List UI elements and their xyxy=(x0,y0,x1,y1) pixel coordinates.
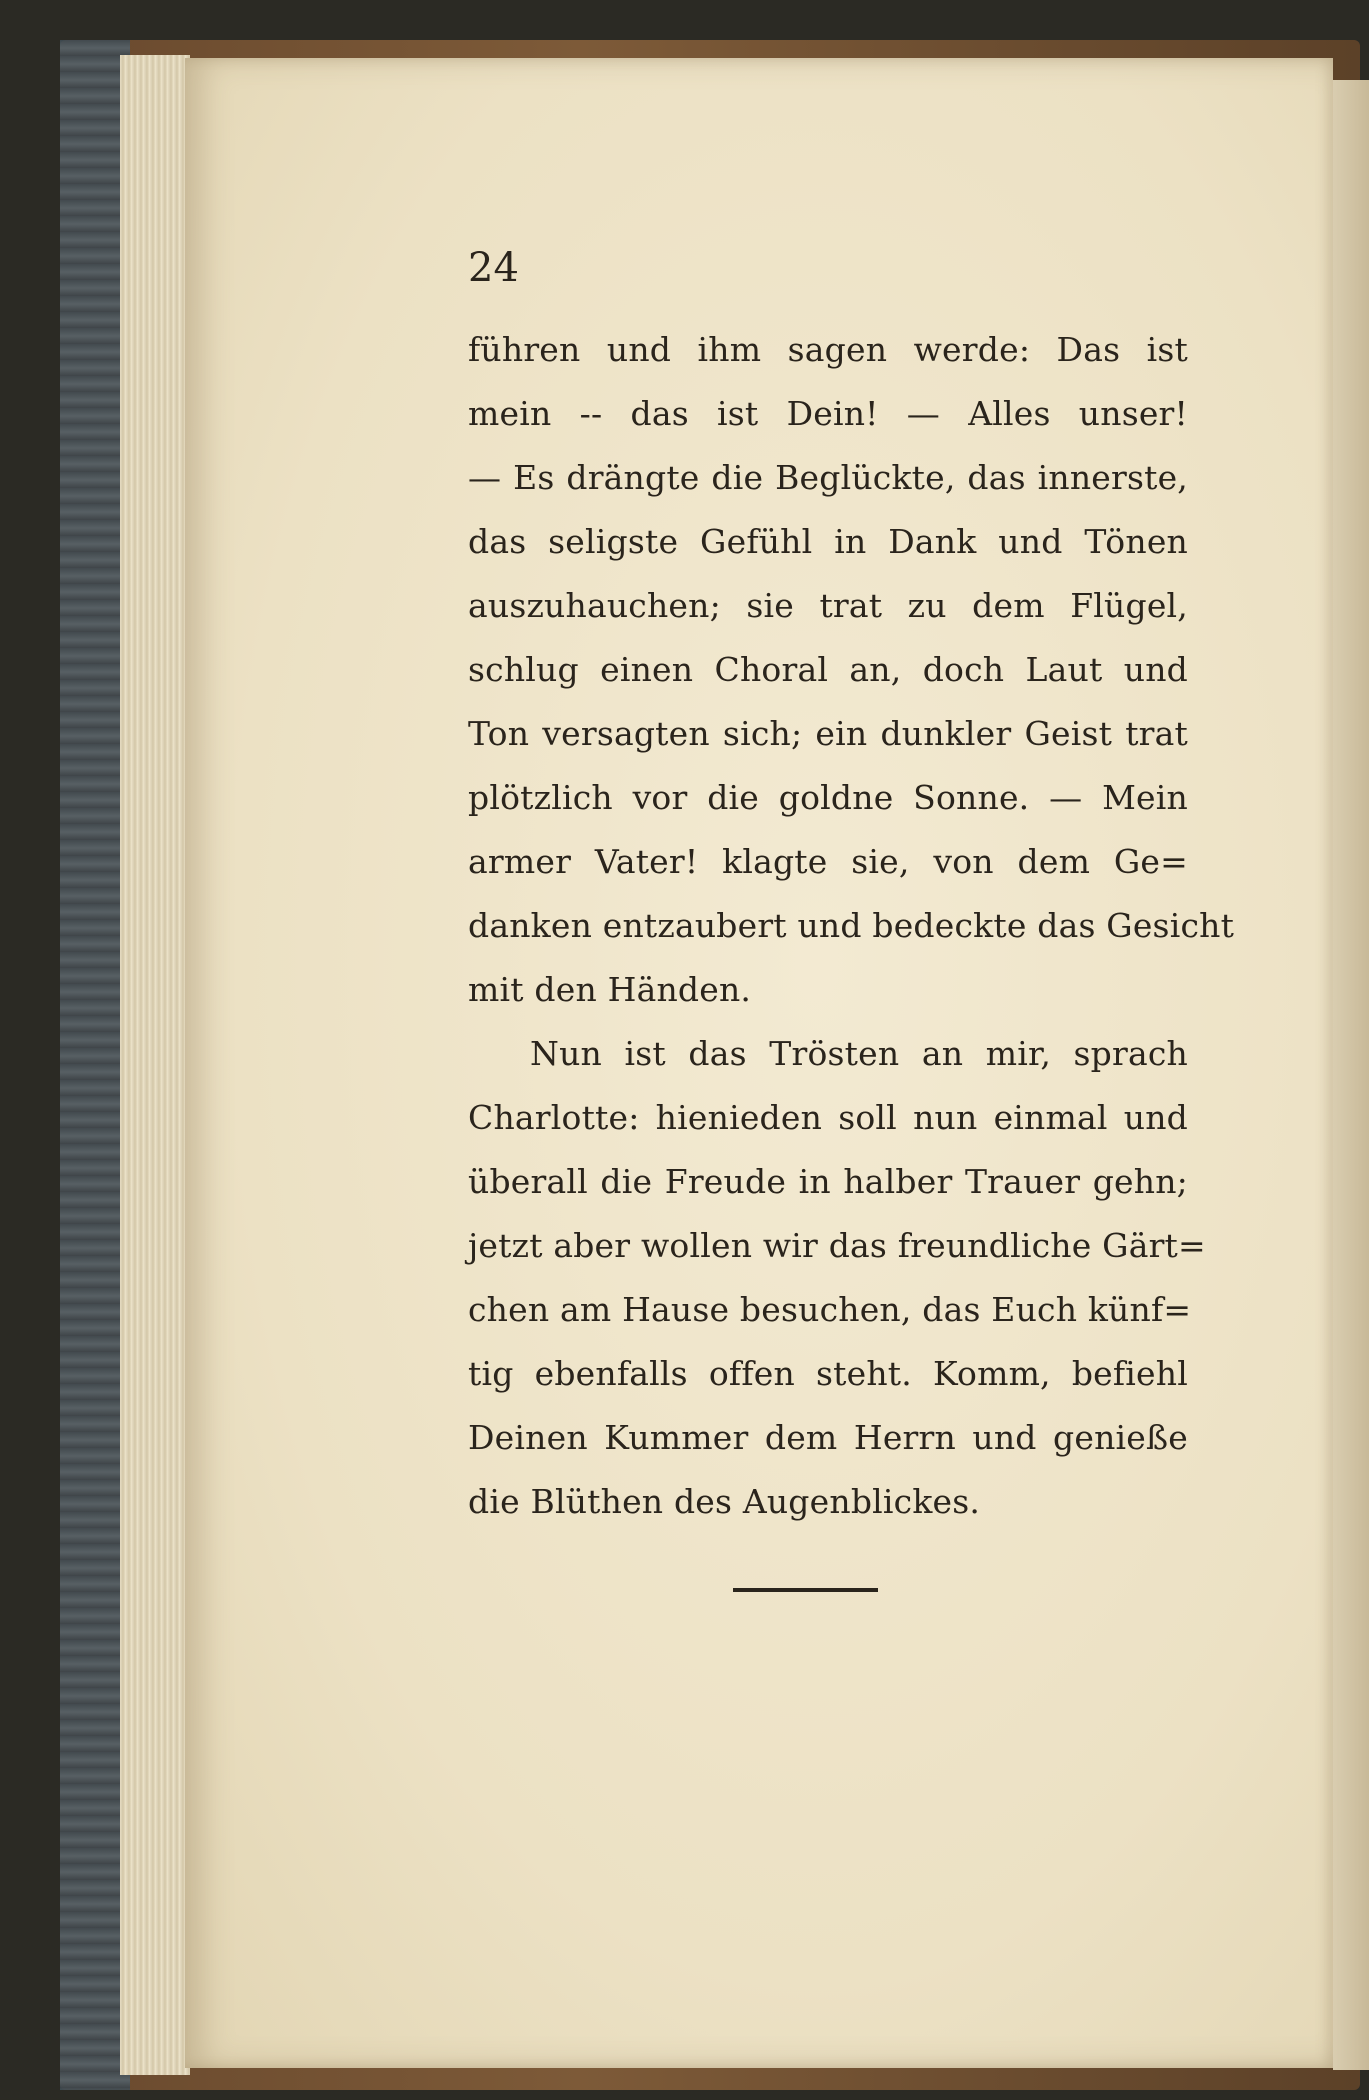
text-line: auszuhauchen; sie trat zu dem Flügel, xyxy=(468,586,1188,625)
text-line: die Blüthen des Augenblickes. xyxy=(468,1482,981,1521)
text-line: das seligste Gefühl in Dank und Tönen xyxy=(468,522,1188,561)
text-line: führen und ihm sagen werde: Das ist xyxy=(468,330,1188,369)
text-line: chen am Hause besuchen, das Euch künf= xyxy=(468,1290,1192,1329)
text-line: jetzt aber wollen wir das freundliche Gärt= xyxy=(468,1226,1206,1265)
text-line: Ton versagten sich; ein dunkler Geist trat xyxy=(468,714,1188,753)
end-rule xyxy=(733,1588,878,1592)
text-line: Charlotte: hienieden soll nun einmal und xyxy=(468,1098,1188,1137)
text-line: überall die Freude in halber Trauer gehn; xyxy=(468,1162,1188,1201)
paragraph-2 xyxy=(468,1022,1206,1534)
text-line: armer Vater! klagte sie, von dem Ge= xyxy=(468,842,1188,881)
text-line: Deinen Kummer dem Herrn und genieße xyxy=(468,1418,1188,1457)
page-text xyxy=(468,318,1235,1534)
page-edges xyxy=(120,55,190,2075)
paragraph-1 xyxy=(468,318,1235,1022)
text-line: Nun ist das Trösten an mir, sprach xyxy=(530,1034,1188,1073)
text-line: danken entzaubert und bedeckte das Gesicht xyxy=(468,906,1235,945)
text-line: tig ebenfalls offen steht. Komm, befiehl xyxy=(468,1354,1188,1393)
text-line: plötzlich vor die goldne Sonne. — Mein xyxy=(468,778,1188,817)
text-line: — Es drängte die Beglückte, das innerste, xyxy=(468,458,1188,497)
text-line: mein -- das ist Dein! — Alles unser! xyxy=(468,394,1188,433)
page-number: 24 xyxy=(468,245,519,291)
text-line: schlug einen Choral an, doch Laut und xyxy=(468,650,1188,689)
facing-page-edge xyxy=(1333,80,1369,2070)
text-line: mit den Händen. xyxy=(468,970,752,1009)
